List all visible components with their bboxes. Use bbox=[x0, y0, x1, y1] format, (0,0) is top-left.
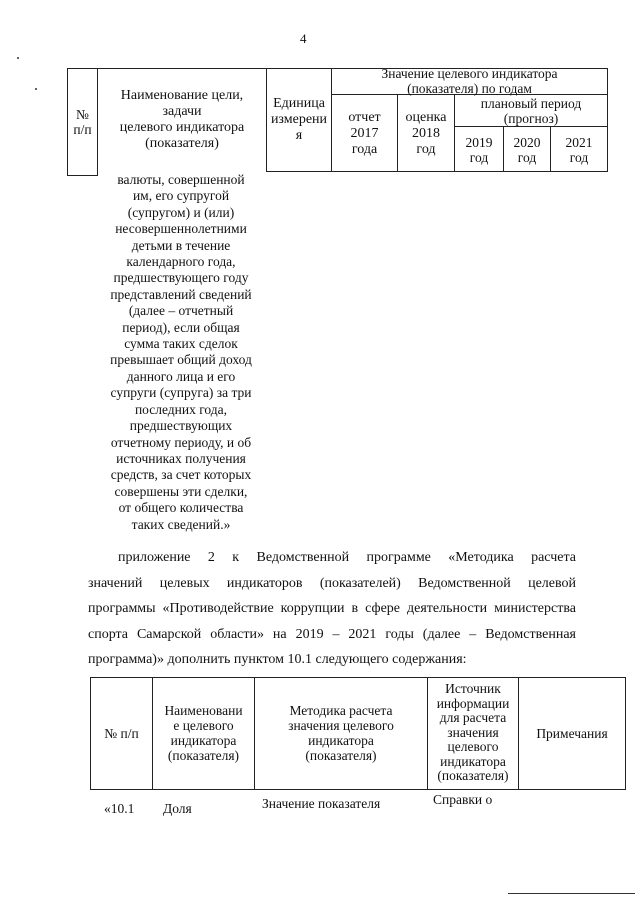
scan-dot bbox=[17, 57, 19, 59]
amendment-paragraph: приложение 2 к Ведомственной программе «Методика расчета значений целевых индикаторов (показателей) Ведомственной целевой программы «Противодействие коррупции в сфере деятельности министерства спорта Самарской области» на 2019 – 2021 годы (далее – Ведомственная программа)» дополнить пунктом 10.1 следующего содержания: bbox=[88, 550, 576, 667]
header-year-2019: 2019 год bbox=[465, 134, 493, 165]
header-indicator-value: Значение целевого индикатора (показателя) по годам bbox=[381, 66, 558, 96]
header-estimate-2018: оценка 2018 год bbox=[405, 109, 447, 157]
header-goal-name: Наименование цели, задачи целевого индикатора (показателя) bbox=[119, 88, 245, 151]
page-number: 4 bbox=[300, 31, 307, 46]
header-method: Методика расчета значения целевого индикатора (показателя) bbox=[288, 703, 394, 763]
header-unit: Единица измерени я bbox=[270, 96, 328, 143]
scan-dot bbox=[35, 88, 37, 90]
header-indicator-name: Наименовани е целевого индикатора (показателя) bbox=[164, 703, 243, 763]
header-plan-period: плановый период (прогноз) bbox=[480, 95, 582, 126]
row-indicator-name: Доля bbox=[163, 801, 192, 816]
indicator-table-header bbox=[67, 68, 608, 176]
row-num: «10.1 bbox=[104, 801, 135, 816]
header-notes: Примечания bbox=[536, 725, 608, 741]
footer-line bbox=[508, 893, 635, 894]
row-method: Значение показателя bbox=[262, 796, 381, 811]
header-num: № п/п bbox=[104, 725, 139, 741]
header-year-2021: 2021 год bbox=[565, 134, 593, 165]
methodology-table-header bbox=[90, 677, 626, 790]
header-report-2017: отчет 2017 года bbox=[348, 109, 381, 157]
header-num: № п/п bbox=[73, 106, 92, 137]
header-source: Источник информации для расчета значения целевого индикатора (показателя) bbox=[436, 680, 510, 784]
indicator-name-continuation: валюты, совершенной им, его супругой (супругом) и (или) несовершеннолетними детьми в течение календарного года, предшествующего году представлений сведений (далее – отчетный период), если общая сумма таких сделок превышает общий доход данного лица и его супруги (супруга) за три последних года, предшествующих отчетному периоду, и об источниках получения средств, за счет которых совершены эти сделки, от общего количества таких сведений.» bbox=[110, 172, 252, 532]
row-source: Справки о bbox=[433, 792, 493, 807]
header-year-2020: 2020 год bbox=[513, 134, 541, 165]
